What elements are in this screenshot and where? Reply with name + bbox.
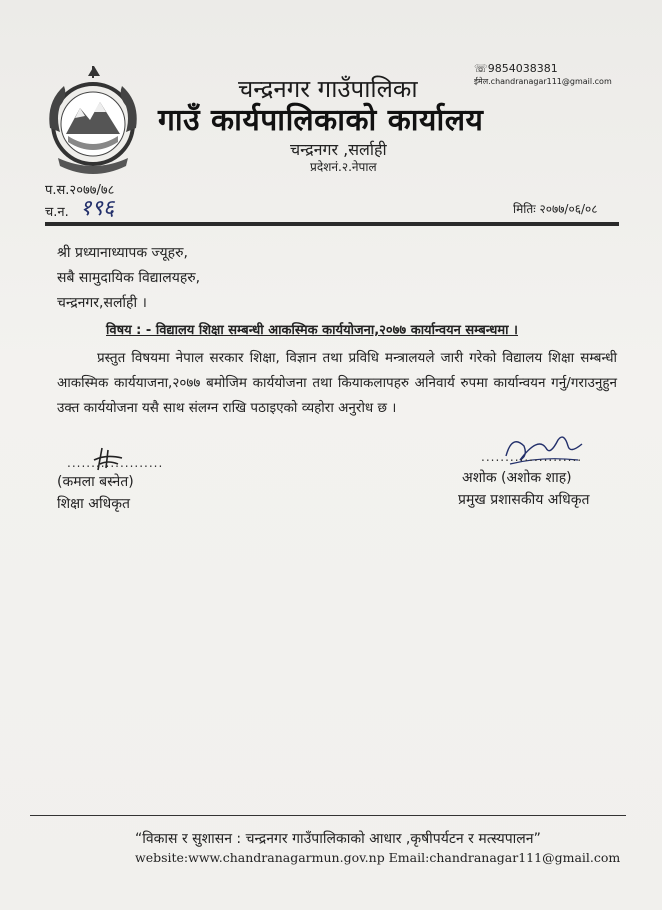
footer-contact: website:www.chandranagarmun.gov.np Email:chandranagar111@gmail.com: [135, 850, 621, 865]
contact-email: ईमेल.chandranagar111@gmail.com: [474, 77, 612, 86]
office-province: प्रदेशनं.२.नेपाल: [310, 160, 377, 174]
contact-phone: ☏9854038381: [474, 62, 558, 75]
header-divider: [45, 222, 619, 226]
signatory-left-title: शिक्षा अधिकृत: [57, 496, 130, 512]
signatory-right-title: प्रमुख प्रशासकीय अधिकृत: [458, 492, 590, 508]
office-name: चन्द्रनगर गाउँपालिका: [238, 75, 418, 103]
reference-number: प.स.२०७७/७८: [45, 183, 115, 198]
office-address: चन्द्रनगर ,सर्लाही: [290, 140, 387, 159]
letter-date: मितिः २०७७/०६/०८: [513, 202, 598, 216]
signatory-left-name: (कमला बस्नेत): [57, 474, 134, 490]
signatory-right-name: अशोक (अशोक शाह): [462, 470, 572, 486]
recipient-line: श्री प्रध्यानाध्यापक ज्यूहरु,: [57, 245, 188, 261]
recipient-line: चन्द्रनगर,सर्लाही ।: [57, 295, 147, 311]
dispatch-number-label: च.न.: [45, 205, 69, 220]
nepal-emblem-icon: [38, 62, 148, 180]
signature-line-left: ....................: [67, 456, 164, 470]
dispatch-number-value: १९६: [80, 196, 115, 221]
signature-line-right: .....................: [481, 450, 583, 464]
office-title: गाउँ कार्यपालिकाको कार्यालय: [158, 103, 484, 138]
footer-divider: [30, 815, 626, 816]
letter-body: प्रस्तुत विषयमा नेपाल सरकार शिक्षा, विज्ञान तथा प्रविधि मन्त्रालयले जारी गरेको विद्यालय शिक्षा सम्बन्धी आकस्मिक कार्ययाजना,२०७७ बमोजिम कार्ययोजना तथा कियाकलापहरु अनिवार्य रुपमा कार्यान्वयन गर्नु/गराउनुहुन उक्त कार्ययोजना यसै साथ संलग्न राखि पठाइएको व्यहोरा अनुरोध छ ।: [57, 350, 617, 416]
letter-subject: विषय : - विद्यालय शिक्षा सम्बन्धी आकस्मिक कार्ययोजना,२०७७ कार्यान्वयन सम्बन्धमा ।: [106, 323, 518, 338]
footer-motto: “विकास र सुशासन : चन्द्रनगर गाउँपालिकाको आधार ,कृषीपर्यटन र मत्स्यपालन”: [135, 831, 541, 847]
recipient-line: सबै सामुदायिक विद्यालयहरु,: [57, 270, 201, 286]
